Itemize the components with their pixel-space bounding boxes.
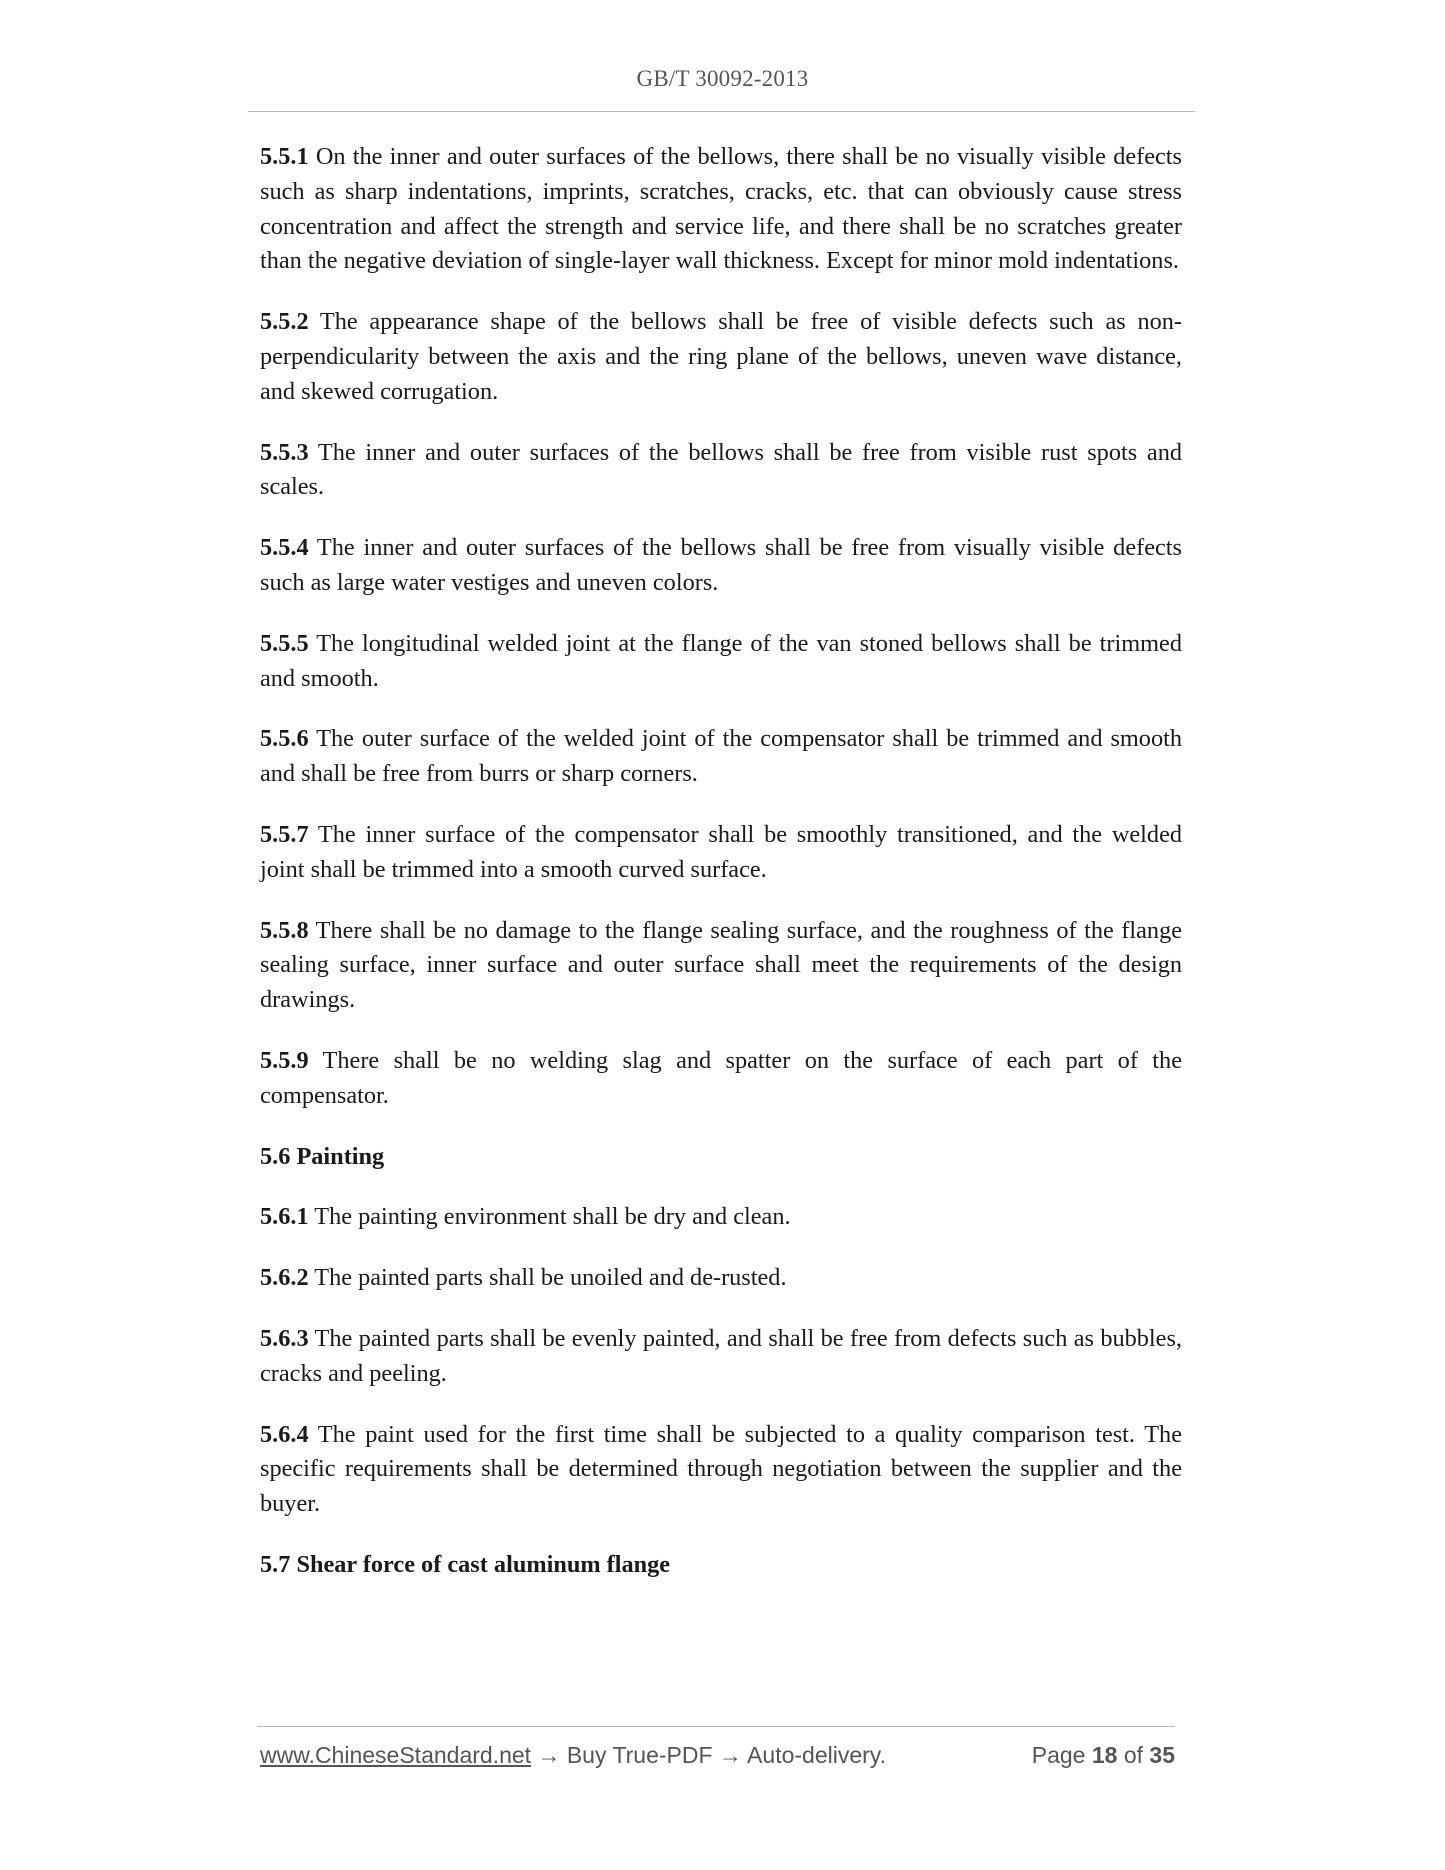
clause-number: 5.5.6 xyxy=(260,725,309,753)
section-heading-shear-force: 5.7 Shear force of cast aluminum flange xyxy=(260,1550,671,1578)
website-link[interactable]: www.ChineseStandard.net xyxy=(260,1742,532,1768)
clause-5-5-2 xyxy=(260,305,1182,409)
clause-text: The painted parts shall be unoiled and de-rusted. xyxy=(308,1264,787,1292)
document-body xyxy=(260,140,1182,1609)
total-pages: 35 xyxy=(1149,1742,1175,1768)
page-label: Page xyxy=(1031,1742,1092,1768)
header-divider xyxy=(248,111,1195,112)
clause-text: The painted parts shall be evenly painted, and shall be free from defects such as bubbles, cracks and peeling. xyxy=(260,1324,1182,1387)
clause-5-5-4 xyxy=(260,531,1182,601)
clause-number: 5.5.9 xyxy=(260,1046,309,1074)
clause-text: The inner and outer surfaces of the bellows shall be free from visible rust spots and scales. xyxy=(260,438,1182,501)
footer-divider xyxy=(257,1726,1175,1727)
clause-text: The appearance shape of the bellows shall be free of visible defects such as non-perpendicularity between the axis and the ring plane of the bellows, uneven wave distance, and skewed corrugation. xyxy=(260,308,1182,405)
clause-5-6-4 xyxy=(260,1418,1182,1522)
clause-5-5-3 xyxy=(260,436,1182,506)
clause-5-6-3 xyxy=(260,1322,1182,1392)
footer-tagline: → Buy True-PDF → Auto-delivery. xyxy=(531,1742,886,1768)
clause-number: 5.6.1 xyxy=(260,1203,309,1231)
clause-number: 5.5.4 xyxy=(260,534,309,562)
clause-number: 5.5.8 xyxy=(260,916,309,944)
clause-5-5-5 xyxy=(260,627,1182,697)
of-label: of xyxy=(1117,1742,1150,1768)
clause-number: 5.6.4 xyxy=(260,1420,309,1448)
clause-5-6-1 xyxy=(260,1200,1182,1235)
footer-promo xyxy=(260,1742,886,1769)
page-indicator xyxy=(1032,1742,1175,1769)
clause-text: The painting environment shall be dry and clean. xyxy=(308,1203,791,1231)
document-code-header: GB/T 30092-2013 xyxy=(636,66,809,91)
clause-5-5-8 xyxy=(260,914,1182,1018)
clause-5-5-1 xyxy=(260,140,1182,279)
clause-text: On the inner and outer surfaces of the bellows, there shall be no visually visible defects such as sharp indentations, imprints, scratches, cracks, etc. that can obviously cause stress concentration and affect the strength and service life, and there shall be no scratches greater than the negative deviation of single-layer wall thickness. Except for minor mold indentations. xyxy=(260,143,1182,275)
clause-text: The inner and outer surfaces of the bellows shall be free from visually visible defects such as large water vestiges and uneven colors. xyxy=(260,534,1182,596)
clause-number: 5.5.7 xyxy=(260,820,309,848)
clause-number: 5.5.3 xyxy=(260,438,309,466)
clause-text: The outer surface of the welded joint of the compensator shall be trimmed and smooth and shall be free from burrs or sharp corners. xyxy=(260,725,1182,788)
clause-text: The longitudinal welded joint at the flange of the van stoned bellows shall be trimmed and smooth. xyxy=(260,629,1182,692)
clause-number: 5.6.2 xyxy=(260,1264,309,1292)
page-footer xyxy=(260,1742,1175,1774)
clause-number: 5.6.3 xyxy=(260,1324,309,1352)
clause-number: 5.5.2 xyxy=(260,308,309,336)
clause-text: There shall be no damage to the flange sealing surface, and the roughness of the flange sealing surface, inner surface and outer surface shall meet the requirements of the design drawings. xyxy=(260,916,1182,1014)
clause-text: There shall be no welding slag and spatter on the surface of each part of the compensator. xyxy=(260,1046,1182,1109)
clause-text: The paint used for the first time shall be subjected to a quality comparison test. The specific requirements shall be determined through negotiation between the supplier and the buyer. xyxy=(260,1420,1182,1518)
clause-number: 5.5.1 xyxy=(260,143,309,170)
section-heading-painting: 5.6 Painting xyxy=(260,1142,385,1170)
clause-text: The inner surface of the compensator shall be smoothly transitioned, and the welded joint shall be trimmed into a smooth curved surface. xyxy=(260,820,1182,883)
clause-number: 5.5.5 xyxy=(260,629,309,657)
clause-5-5-7 xyxy=(260,818,1182,888)
clause-5-5-9 xyxy=(260,1044,1182,1114)
current-page-number: 18 xyxy=(1091,1742,1118,1768)
clause-5-5-6 xyxy=(260,722,1182,792)
clause-5-6-2 xyxy=(260,1261,1182,1296)
